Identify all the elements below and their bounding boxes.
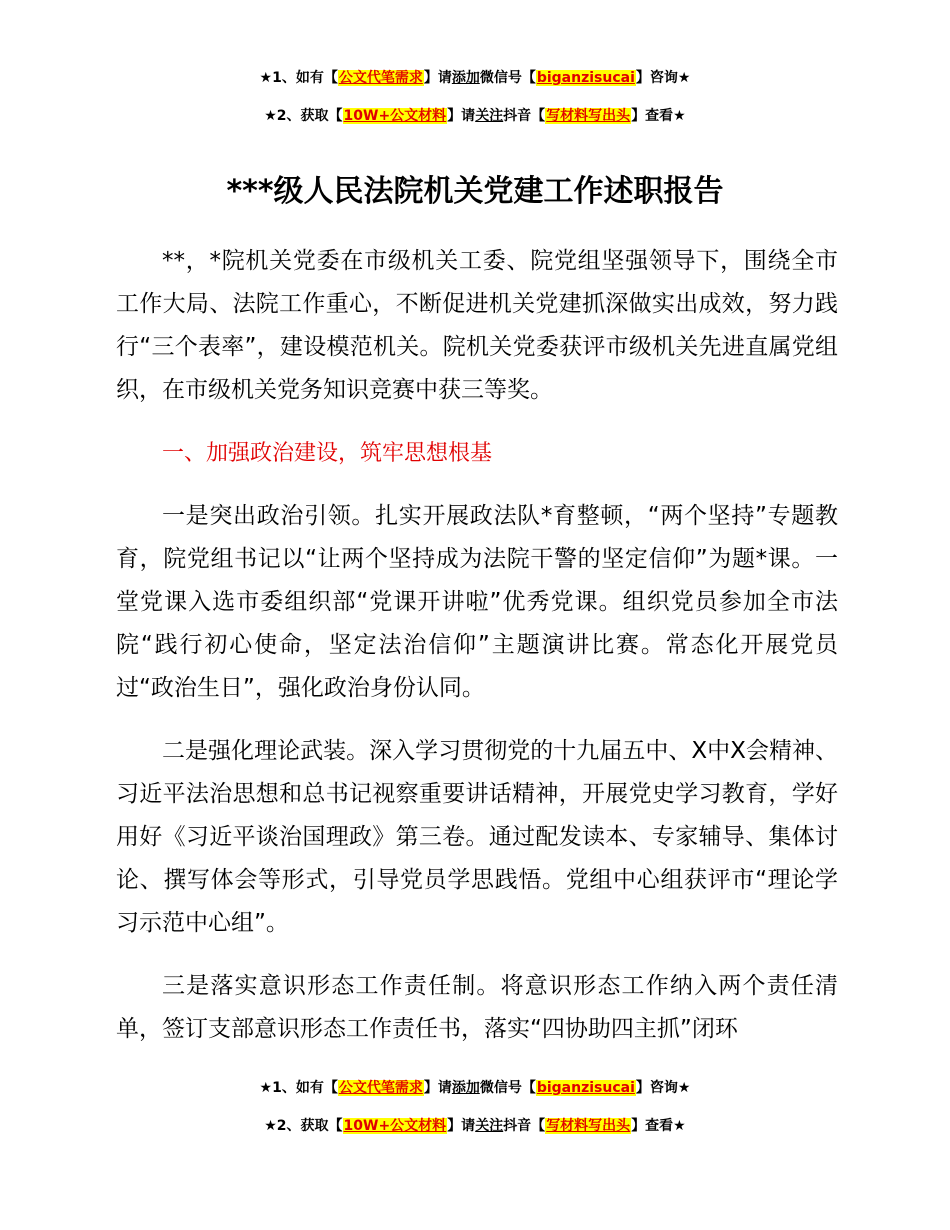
promo-line-1-bottom (0, 1078, 950, 1098)
promo-highlight: 公文代笔需求 (338, 70, 423, 86)
promo-text: 】咨询★ (635, 70, 691, 86)
promo-text: 微信号【 (479, 70, 536, 86)
promo-line-2-bottom (0, 1116, 950, 1136)
promo-highlight: 写材料写出头 (546, 1118, 631, 1134)
document-body (116, 240, 838, 1071)
promo-text: 微信号【 (479, 1080, 536, 1096)
promo-underline: 关注 (475, 108, 504, 124)
promo-text: 】请 (423, 1080, 452, 1096)
promo-text: 】查看★ (631, 1118, 686, 1134)
promo-text: ★1、如有【 (259, 1080, 338, 1096)
promo-underline: 添加 (451, 70, 480, 86)
intro-paragraph: **，*院机关党委在市级机关工委、院党组坚强领导下，围绕全市工作大局、法院工作重心，不断促进机关党建抓深做实出成效，努力践行“三个表率”，建设模范机关。院机关党委获评市级机关先进直属党组织，在市级机关党务知识竞赛中获三等奖。 (116, 248, 838, 403)
promo-text: 】查看★ (631, 108, 686, 124)
section-heading: 一、加强政治建设，筑牢思想根基 (162, 441, 493, 466)
promo-underline: 关注 (475, 1118, 504, 1134)
promo-highlight: 写材料写出头 (546, 108, 631, 124)
promo-underline: 添加 (451, 1080, 480, 1096)
promo-text: 】请 (447, 108, 476, 124)
promo-highlight: 公文代笔需求 (338, 1080, 423, 1096)
promo-text: 抖音【 (503, 108, 546, 124)
body-paragraph: 三是落实意识形态工作责任制。将意识形态工作纳入两个责任清单，签订支部意识形态工作责任书，落实“四协助四主抓”闭环 (116, 973, 838, 1042)
promo-highlight: biganzisucai (536, 1080, 635, 1096)
document-title: ***级人民法院机关党建工作述职报告 (226, 174, 724, 209)
promo-text: 】咨询★ (635, 1080, 691, 1096)
promo-highlight: biganzisucai (536, 70, 635, 86)
promo-text: ★1、如有【 (259, 70, 338, 86)
promo-text: 抖音【 (503, 1118, 546, 1134)
promo-highlight: 10W+公文材料 (343, 108, 447, 124)
promo-line-2-top (0, 106, 950, 126)
promo-line-1-top (0, 68, 950, 88)
body-paragraph: 二是强化理论武装。深入学习贯彻党的十九届五中、X中X会精神、习近平法治思想和总书记视察重要讲话精神，开展党史学习教育，学好用好《习近平谈治国理政》第三卷。通过配发读本、专家辅导、集体讨论、撰写体会等形式，引导党员学思践悟。党组中心组获评市“理论学习示范中心组”。 (116, 738, 838, 936)
promo-text: ★2、获取【 (264, 108, 343, 124)
body-paragraph: 一是突出政治引领。扎实开展政法队*育整顿，“两个坚持”专题教育，院党组书记以“让两个坚持成为法院干警的坚定信仰”为题*课。一堂党课入选市委组织部“党课开讲啦”优秀党课。组织党员参加全市法院“践行初心使命，坚定法治信仰”主题演讲比赛。常态化开展党员过“政治生日”，强化政治身份认同。 (116, 503, 838, 701)
promo-highlight: 10W+公文材料 (343, 1118, 447, 1134)
promo-text: 】请 (447, 1118, 476, 1134)
promo-text: ★2、获取【 (264, 1118, 343, 1134)
promo-text: 】请 (423, 70, 452, 86)
